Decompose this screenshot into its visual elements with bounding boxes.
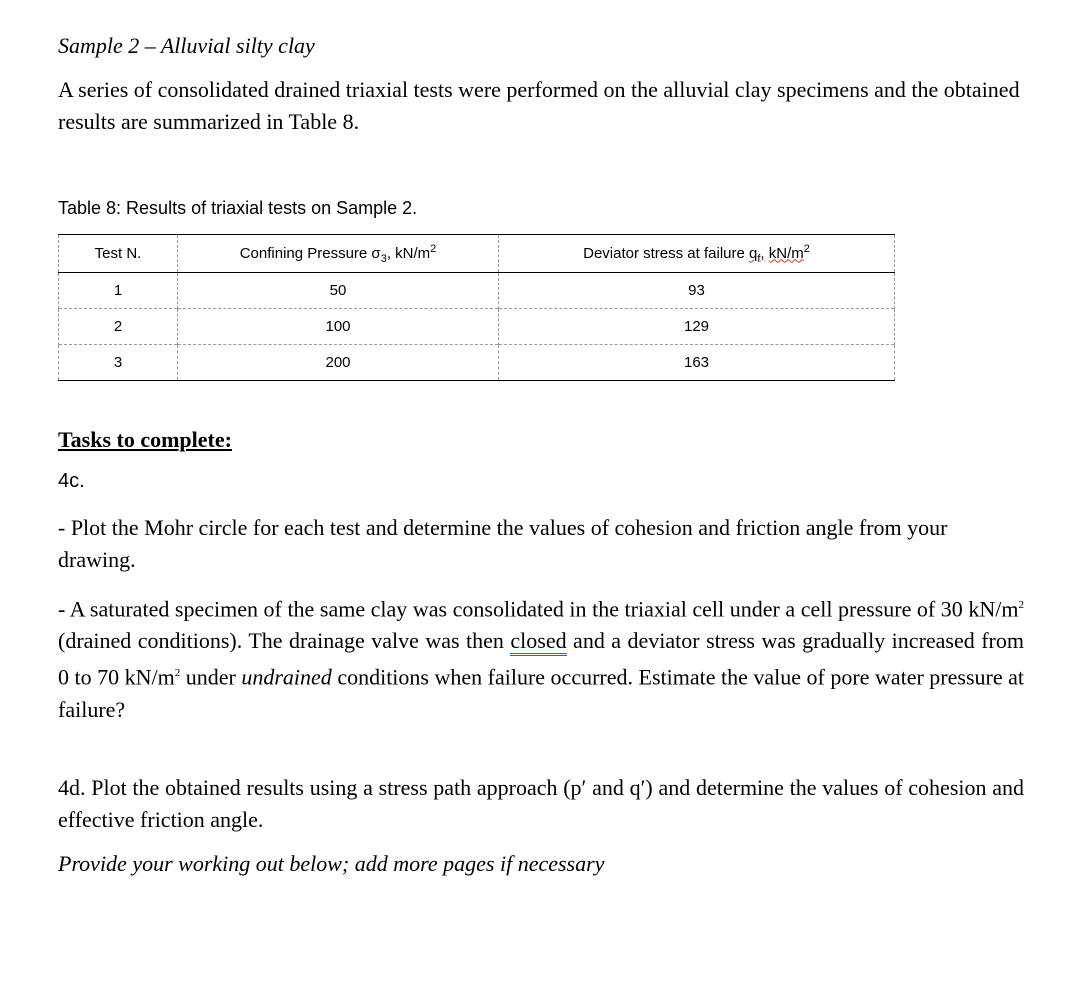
deviator-q: q (749, 244, 758, 262)
results-table (58, 234, 895, 381)
header-deviator-stress (499, 235, 895, 273)
header-confining-pressure (178, 235, 499, 273)
header-test: Test N. (59, 235, 178, 273)
cell-test: 3 (59, 345, 178, 381)
tasks-heading: Tasks to complete: (58, 427, 232, 452)
deviator-comma: , (760, 244, 765, 262)
confining-unit-exponent: 2 (430, 242, 437, 255)
table-caption: Table 8: Results of triaxial tests on Sample 2. (58, 198, 418, 218)
task-undrained-paragraph (58, 589, 1024, 726)
confining-subscript: 3 (380, 252, 387, 265)
working-out-note: Provide your working out below; add more pages if necessary (58, 851, 605, 876)
cell-deviator: 129 (499, 309, 895, 345)
unit-exponent: 2 (174, 667, 181, 680)
cell-deviator: 93 (499, 273, 895, 309)
section-heading: Sample 2 – Alluvial silty clay (58, 33, 315, 58)
cell-test: 1 (59, 273, 178, 309)
cell-confining: 100 (178, 309, 499, 345)
task-mohr-paragraph: - Plot the Mohr circle for each test and determine the values of cohesion and friction angle from your drawing. (58, 515, 948, 572)
task-stress-path-paragraph: 4d. Plot the obtained results using a stress path approach (p′ and q′) and determine the values of cohesion and effective friction angle. (58, 775, 1024, 832)
unit-exponent: 2 (1018, 599, 1024, 611)
deviator-unit-exponent: 2 (803, 242, 810, 255)
deviator-label: Deviator stress at failure (583, 244, 750, 262)
undrained-text-4: under (180, 664, 242, 690)
undrained-text-3: and a deviator stress was gradually increased from 0 to 70 kN/m (58, 628, 1024, 690)
table-row (59, 309, 895, 345)
deviator-symbol (749, 244, 765, 265)
undrained-text-2: (drained conditions). The drainage valve was then (58, 628, 511, 654)
task-number: 4c. (58, 470, 85, 492)
undrained-word: undrained (241, 664, 332, 690)
cell-test: 2 (59, 309, 178, 345)
deviator-subscript: f (757, 252, 761, 265)
deviator-unit: kN/m (768, 244, 804, 262)
table-header-row (59, 235, 895, 273)
undrained-text-5: conditions when failure occurred. Estimate the value of pore water pressure at failure? (58, 664, 1024, 722)
intro-paragraph: A series of consolidated drained triaxial tests were performed on the alluvial clay specimens and the obtained results are summarized in Table 8. (58, 77, 1020, 134)
confining-label: Confining Pressure σ (239, 244, 381, 262)
confining-unit: , kN/m (386, 244, 431, 262)
table-row (59, 345, 895, 381)
closed-word: closed (510, 628, 566, 656)
undrained-text-1: - A saturated specimen of the same clay was consolidated in the triaxial cell under a cell pressure of 30 kN/m (58, 596, 1019, 622)
table-row (59, 273, 895, 309)
cell-deviator: 163 (499, 345, 895, 381)
cell-confining: 50 (178, 273, 499, 309)
cell-confining: 200 (178, 345, 499, 381)
